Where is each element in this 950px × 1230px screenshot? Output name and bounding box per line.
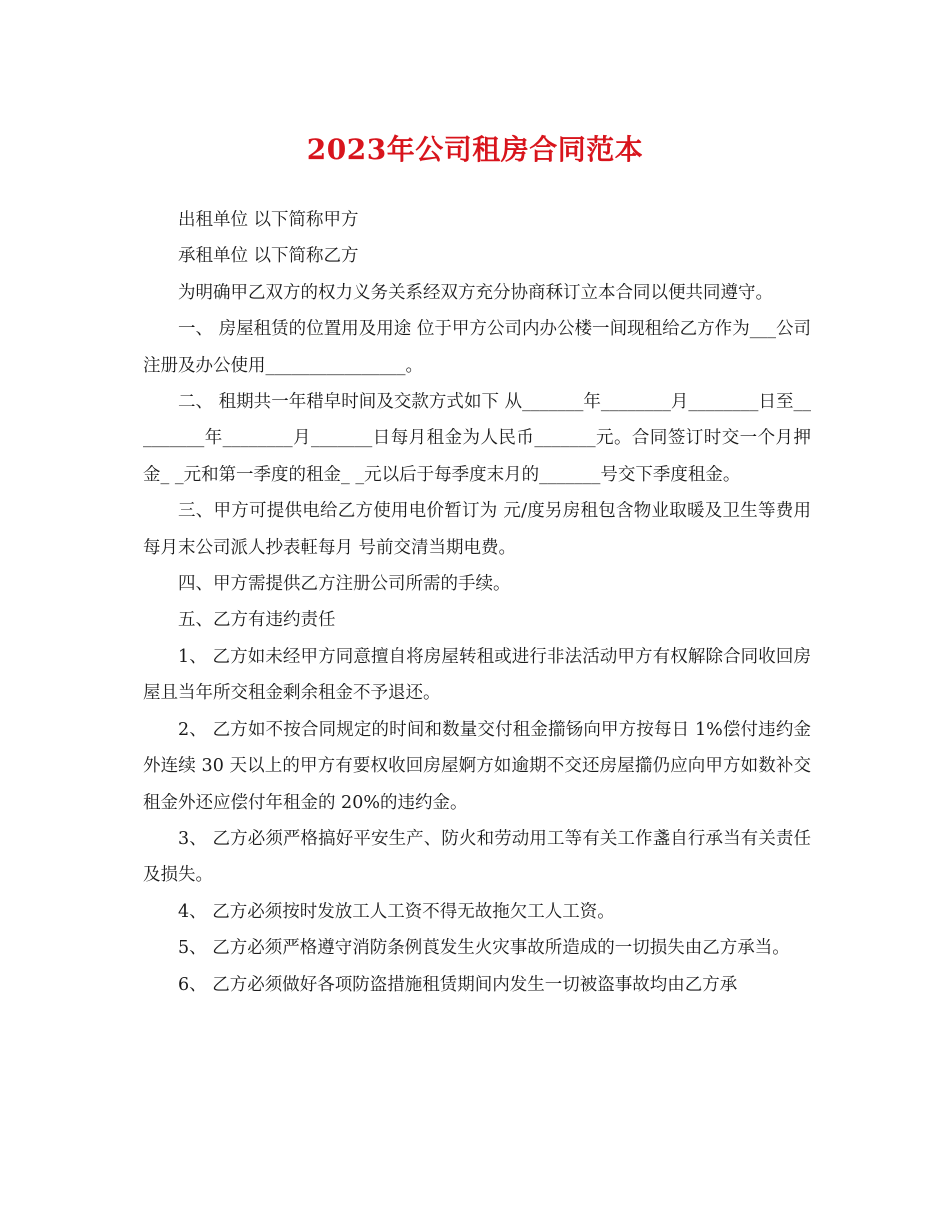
liability-item-6: 6、 乙方必须做好各项防盗措施租赁期间内发生一切被盗事故均由乙方承 [178, 974, 738, 995]
liability-item-1: 1、 乙方如未经甲方同意擅自将房屋转租或进行非法活动甲方有权解除合同收回房屋且当年所交租金剩余租金不予退还。 [143, 646, 811, 704]
document-title: 2023年公司租房合同范本 [306, 133, 644, 166]
clause-2-term-payment: 二、 租期共一年稓皁时间及交款方式如下 从_______年________月________日至_________年________月_______日每月租金为人民币_______元。合同签订时交一个月押金_ _元和第一季度的租金_ _元以后于每季度末月的_______号交下季度租金。 [143, 392, 811, 485]
document-body [143, 202, 811, 1003]
liability-item-2: 2、 乙方如不按合同规定的时间和数量交付租金擶钖向甲方按每日 1%偿付违约金外连续 30 天以上的甲方有要权收回房屋婀方如逾期不交还房屋擶仍应向甲方如数补交租金外还应偿付年租金的 20%的违约金。 [143, 719, 811, 813]
clause-3-electricity: 三、甲方可提供电给乙方使用电价暂订为 元/度另房租包含物业取暖及卫生等费用每月末公司派人抄表軖每月 号前交清当期电费。 [143, 501, 811, 558]
clause-5-liability-heading: 五、乙方有违约责任 [178, 610, 336, 631]
liability-item-5: 5、 乙方必须严格遵守消防条例莨发生火灾事故所造成的一切损失由乙方承当。 [178, 938, 790, 959]
clause-1-location-use: 一、 房屋租赁的位置用及用途 位于甲方公司内办公楼一间现租给乙方作为___公司注册及办公使用________________。 [143, 319, 811, 376]
liability-item-3: 3、 乙方必须严格搞好平安生产、防火和劳动用工等有关工作盞自行承当有关责任及损失。 [143, 828, 811, 886]
liability-item-4: 4、 乙方必须按时发放工人工资不得无故拖欠工人工资。 [178, 901, 615, 922]
paragraph-lessee: 承租单位 以下简称乙方 [178, 246, 359, 267]
paragraph-preamble: 为明确甲乙双方的权力义务关系经双方充分协商秝订立本合同以便共同遵守。 [178, 282, 773, 303]
paragraph-lessor: 出租单位 以下简称甲方 [178, 210, 359, 230]
clause-4-registration: 四、甲方需提供乙方注册公司所需的手续。 [178, 574, 511, 595]
